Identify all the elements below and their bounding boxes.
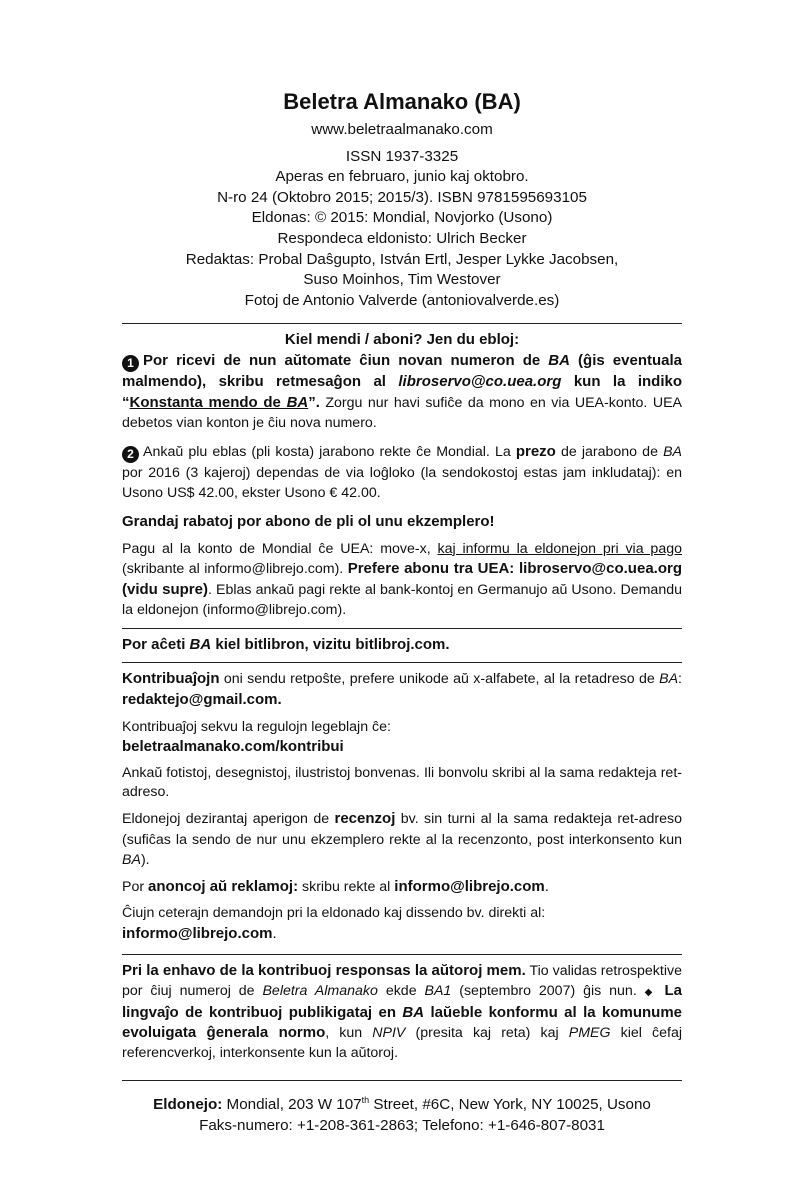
ebook-note: Por aĉeti BA kiel bitlibron, vizitu bitlibroj.com.	[122, 635, 450, 653]
divider	[122, 954, 682, 955]
order-heading: Kiel mendi / aboni? Jen du ebloj:	[284, 331, 520, 349]
contrib-ads: Por anoncoj aŭ reklamoj: skribu rekte al informo@librejo.com.	[122, 877, 549, 895]
rights-section: Pri la enhavo de la kontribuoj responsas la aŭtoroj mem. Tio validas retrospektive por ĉiuj numeroj de Beletra Almanako ekde BA1 (septembro 2007) ĝis nun. ◆ La lingvaĵo de kontribuoj publikigataj en BA laŭeble konformu al la komunume evoluigata ĝenerala normo, kun NPIV (presita kaj reta) kaj PMEG kiel ĉefaj referencverkoj, interkonsente kun la aŭtoroj.	[122, 961, 683, 1061]
payment-info: Pagu al la konto de Mondial ĉe UEA: move-x, kaj informu la eldonejon pri via pago (skribante al informo@librejo.com). Prefere abonu tra UEA: libroservo@co.uea.org (vidu supre). Eblas ankaŭ pagi rekte al bank-kontoj en Germanujo aŭ Usono. Demandu la eldonejon (informo@librejo.com).	[122, 540, 682, 619]
contrib-email: redaktejo@gmail.com.	[122, 691, 282, 709]
order-option-1: 1 Por ricevi de nun aŭtomate ĉiun novan numeron de BA (ĝis eventuala malmendo), skribu retmesaĝon al libroservo@co.uea.org kun la indiko “Konstanta mendo de BA”. Zorgu nur havi sufiĉe da mono en via UEA-konto. UEA debetos vian konton je ĉiu nova numero.	[122, 351, 683, 432]
schedule: Aperas en februaro, junio kaj oktobro.	[275, 168, 529, 186]
divider	[122, 628, 682, 629]
number-one-icon: 1	[122, 355, 139, 372]
order-option-2: 2 Ankaŭ plu eblas (pli kosta) jarabono rekte ĉe Mondial. La prezo de jarabono de BA por 2016 (3 kajeroj) dependas de via loĝloko (la sendokostoj estas jam inkludataj): en Usono US$ 42.00, ekster Usono € 42.00.	[122, 442, 682, 502]
diamond-icon: ◆	[644, 987, 657, 999]
order-section	[122, 330, 682, 621]
contrib-rules: Kontribuaĵoj sekvu la regulojn legeblajn ĉe: beletraalmanako.com/kontribui	[122, 718, 391, 756]
number-two-icon: 2	[122, 446, 139, 463]
discount-note: Grandaj rabatoj por abono de pli ol unu ekzemplero!	[122, 512, 495, 530]
page-title: Beletra Almanako (BA)	[283, 89, 521, 114]
contrib-other: Ĉiujn ceterajn demandojn pri la eldonado kaj dissendo bv. direkti al: informo@librejo.com.	[122, 905, 546, 942]
issn: ISSN 1937-3325	[345, 147, 459, 165]
contributions-section	[122, 669, 682, 944]
website: www.beletraalmanako.com	[311, 121, 493, 138]
contrib-rules-url: beletraalmanako.com/kontribui	[122, 738, 344, 756]
issue-info: N-ro 24 (Oktobro 2015; 2015/3). ISBN 9781595693105	[217, 188, 587, 206]
photo-credit: Fotoj de Antonio Valverde (antoniovalverde.es)	[244, 291, 560, 309]
publisher: Eldonas: © 2015: Mondial, Novjorko (Usono)	[251, 209, 553, 227]
divider	[122, 1080, 682, 1081]
contact-numbers: Faks-numero: +1-208-361-2863; Telefono: +1-646-807-8031	[199, 1116, 605, 1134]
order-email: libroservo@co.uea.org	[398, 372, 562, 390]
contrib-artists: Ankaŭ fotistoj, desegnistoj, ilustristoj bonvenas. Ili bonvolu skribi al la sama redakteja ret-adreso.	[122, 764, 682, 801]
editors-line-2: Suso Moinhos, Tim Westover	[303, 271, 501, 289]
inform-publisher-link[interactable]: kaj informu la eldonejon pri via pago	[437, 540, 682, 557]
colophon-page	[122, 88, 682, 1136]
editors-line-1: Redaktas: Probal Daŝgupto, István Ertl, Jesper Lykke Jacobsen,	[185, 250, 619, 268]
publisher-address: Eldonejo: Mondial, 203 W 107th Street, #6C, New York, NY 10025, Usono	[153, 1094, 651, 1113]
header-block	[122, 88, 682, 311]
divider	[122, 323, 682, 324]
contrib-submit: Kontribuaĵojn oni sendu retpoŝte, prefere unikode aŭ x-alfabete, al la retadreso de BA: redaktejo@gmail.com.	[122, 670, 682, 709]
contrib-reviews: Eldonejoj dezirantaj aperigon de recenzoj bv. sin turni al la sama redakteja ret-adreso (sufiĉas la sendo de nur unu ekzemplero rekte al la recenzonto, post interkonsento kun BA).	[122, 810, 682, 869]
divider	[122, 662, 682, 663]
responsible-publisher: Respondeca eldonisto: Ulrich Becker	[277, 229, 527, 247]
footer	[122, 1090, 682, 1136]
